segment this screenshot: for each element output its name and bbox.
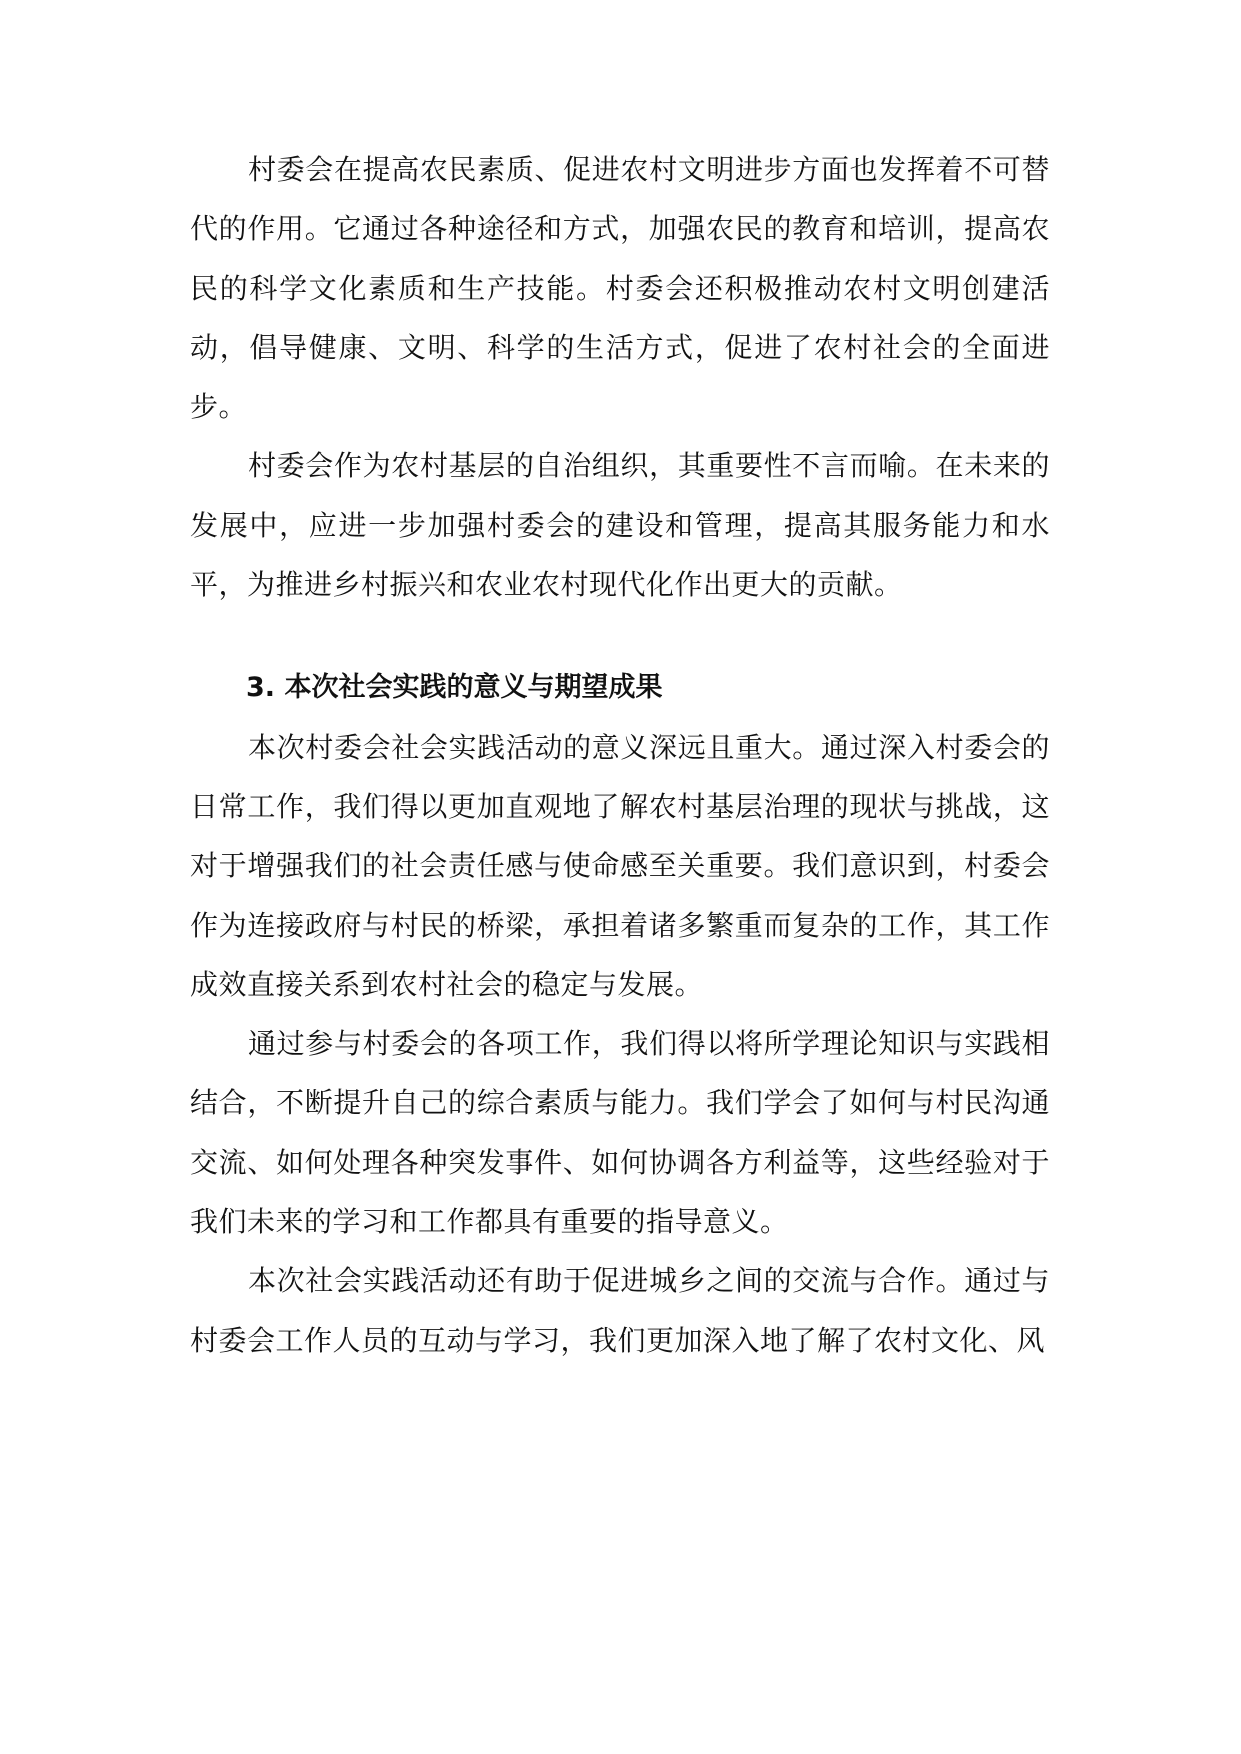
paragraph-village-committee-importance: 村委会作为农村基层的自治组织，其重要性不言而喻。在未来的发展中，应进一步加强村委会的建设和管理，提高其服务能力和水平，为推进乡村振兴和农业农村现代化作出更大的贡献。: [190, 449, 1050, 602]
document-body: [190, 140, 1050, 1370]
paragraph-villager-quality: 村委会在提高农民素质、促进农村文明进步方面也发挥着不可替代的作用。它通过各种途径和方式，加强农民的教育和培训，提高农民的科学文化素质和生产技能。村委会还积极推动农村文明创建活动，倡导健康、文明、科学的生活方式，促进了农村社会的全面进步。: [190, 153, 1050, 424]
paragraph-theory-practice: 通过参与村委会的各项工作，我们得以将所学理论知识与实践相结合，不断提升自己的综合素质与能力。我们学会了如何与村民沟通交流、如何处理各种突发事件、如何协调各方利益等，这些经验对于我们未来的学习和工作都具有重要的指导意义。: [190, 1027, 1050, 1239]
paragraph-urban-rural-exchange: 本次社会实践活动还有助于促进城乡之间的交流与合作。通过与村委会工作人员的互动与学习，我们更加深入地了解了农村文化、风: [190, 1264, 1050, 1357]
section-heading: 3. 本次社会实践的意义与期望成果: [246, 672, 663, 704]
paragraph-practice-significance: 本次村委会社会实践活动的意义深远且重大。通过深入村委会的日常工作，我们得以更加直观地了解农村基层治理的现状与挑战，这对于增强我们的社会责任感与使命感至关重要。我们意识到，村委会作为连接政府与村民的桥梁，承担着诸多繁重而复杂的工作，其工作成效直接关系到农村社会的稳定与发展。: [190, 730, 1050, 1001]
